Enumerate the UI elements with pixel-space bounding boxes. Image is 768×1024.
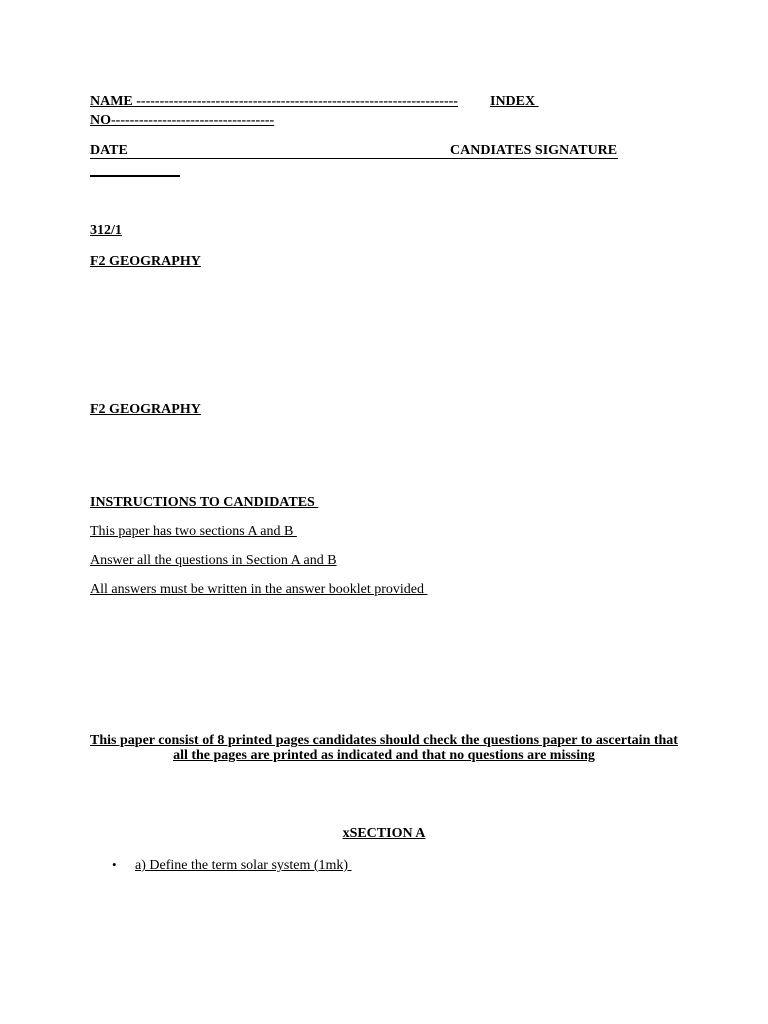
paper-code: 312/1 [90,223,122,238]
signature-continuation-line [90,175,180,177]
instructions-heading: INSTRUCTIONS TO CANDIDATES [90,495,319,510]
page-count-notice-line-1: This paper consist of 8 printed pages candidates should check the questions paper to ascertain that [90,733,678,748]
date-field-label: DATE [90,143,128,158]
instruction-item: All answers must be written in the answer booklet provided [90,582,428,597]
page-count-notice-line-2: all the pages are printed as indicated and that no questions are missing [173,748,595,763]
index-field-label: INDEX [490,94,539,109]
bullet-icon: • [112,857,117,872]
paper-subject-repeat: F2 GEOGRAPHY [90,402,201,417]
signature-field-label: CANDIATES SIGNATURE [450,143,621,158]
paper-subject: F2 GEOGRAPHY [90,254,201,269]
question-item: a) Define the term solar system (1mk) [135,858,352,873]
section-a-title: xSECTION A [342,826,426,841]
index-no-line: NO----------------------------------- [90,113,275,128]
instruction-item: Answer all the questions in Section A and B [90,553,337,568]
name-field-label: NAME --------------------------------------------------------------------- [90,94,458,109]
instruction-item: This paper has two sections A and B [90,524,297,539]
